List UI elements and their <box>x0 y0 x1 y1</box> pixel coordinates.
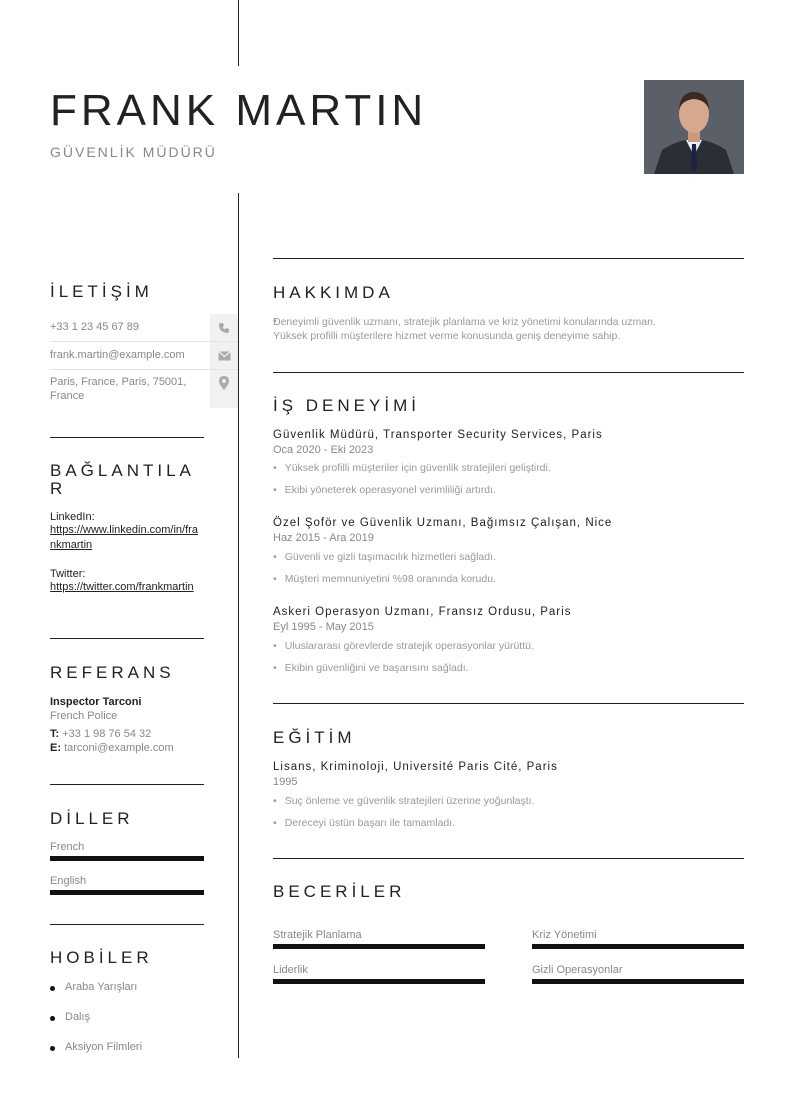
about-text-line: Deneyimli güvenlik uzmanı, stratejik planlama ve kriz yönetimi konularında uzman. <box>273 316 656 328</box>
job-bullet: • Uluslararası görevlerde stratejik operasyonlar yürüttü. <box>273 640 534 652</box>
skill-name: Liderlik <box>273 964 308 976</box>
about-heading: HAKKIMDA <box>273 283 394 302</box>
column-divider-line <box>238 193 239 1058</box>
reference-phone-line <box>50 728 151 740</box>
job-title: Güvenlik Müdürü, Transporter Security Services, Paris <box>273 429 603 441</box>
top-divider-line <box>238 0 239 66</box>
phone-icon <box>210 314 238 341</box>
profile-photo <box>644 80 744 174</box>
job-bullet: • Yüksek profilli müşteriler için güvenlik stratejileri geliştirdi. <box>273 462 551 474</box>
job-bullet: • Ekibin güvenliğini ve başarısını sağladı. <box>273 662 469 674</box>
hobbies-heading: HOBİLER <box>50 948 153 967</box>
twitter-block <box>50 568 202 595</box>
skill-level-bar <box>273 944 485 949</box>
twitter-label: Twitter: <box>50 568 86 580</box>
contact-email[interactable]: frank.martin@example.com <box>50 349 185 361</box>
portrait-image <box>644 80 744 174</box>
language-name-french: French <box>50 841 85 853</box>
job-bullet: • Güvenli ve gizli taşımacılık hizmetleri sağladı. <box>273 551 496 563</box>
reference-email-line <box>50 742 174 754</box>
links-heading: BAĞLANTILAR <box>50 461 195 498</box>
contact-phone-row <box>50 314 238 342</box>
reference-organization: French Police <box>50 710 118 722</box>
skill-level-bar <box>273 979 485 984</box>
linkedin-block <box>50 511 202 553</box>
divider <box>50 784 204 785</box>
skill-level-bar <box>532 979 744 984</box>
reference-phone-label: T: <box>50 728 60 740</box>
candidate-name: FRANK MARTIN <box>50 86 428 135</box>
language-name-english: English <box>50 875 87 887</box>
reference-name: Inspector Tarconi <box>50 696 142 708</box>
bullet-icon <box>50 986 55 991</box>
contact-phone[interactable]: +33 1 23 45 67 89 <box>50 321 139 333</box>
about-text-line: Yüksek profilli müşterilere hizmet verme konusunda geniş deneyime sahip. <box>273 330 621 342</box>
reference-phone[interactable]: +33 1 98 76 54 32 <box>62 728 152 740</box>
contact-address: Paris, France, Paris, 75001, France <box>50 376 187 402</box>
linkedin-label: LinkedIn: <box>50 511 95 523</box>
experience-heading: İŞ DENEYİMİ <box>273 396 420 415</box>
skill-name: Gizli Operasyonlar <box>532 964 623 976</box>
job-bullet: • Müşteri memnuniyetini %98 oranında korudu. <box>273 573 496 585</box>
job-date: Haz 2015 - Ara 2019 <box>273 532 374 544</box>
divider <box>50 924 204 925</box>
divider <box>50 437 204 438</box>
education-heading: EĞİTİM <box>273 728 356 747</box>
job-title: Askeri Operasyon Uzmanı, Fransız Ordusu, Paris <box>273 606 572 618</box>
location-icon <box>210 370 238 408</box>
mail-icon <box>210 342 238 369</box>
candidate-title: GÜVENLİK MÜDÜRÜ <box>50 144 217 160</box>
divider <box>50 638 204 639</box>
divider <box>273 703 744 704</box>
bullet-icon <box>50 1046 55 1051</box>
education-degree: Lisans, Kriminoloji, Université Paris Cité, Paris <box>273 761 558 773</box>
education-bullet: • Dereceyi üstün başarı ile tamamladı. <box>273 817 455 829</box>
about-text-block <box>273 315 744 343</box>
language-level-bar-english <box>50 890 204 895</box>
linkedin-link[interactable]: https://www.linkedin.com/in/frankmartin <box>50 524 198 551</box>
skill-level-bar <box>532 944 744 949</box>
hobby-item: Dalış <box>65 1011 91 1023</box>
education-year: 1995 <box>273 776 298 788</box>
job-bullet: • Ekibi yöneterek operasyonel verimliliği artırdı. <box>273 484 496 496</box>
contact-heading: İLETİŞİM <box>50 282 153 301</box>
hobby-item: Aksiyon Filmleri <box>65 1041 143 1053</box>
skill-name: Stratejik Planlama <box>273 929 362 941</box>
reference-email[interactable]: tarconi@example.com <box>64 742 174 754</box>
divider <box>273 372 744 373</box>
skills-heading: BECERİLER <box>273 882 406 901</box>
language-level-bar-french <box>50 856 204 861</box>
job-title: Özel Şoför ve Güvenlik Uzmanı, Bağımsız Çalışan, Nice <box>273 517 613 529</box>
skill-name: Kriz Yönetimi <box>532 929 597 941</box>
bullet-icon <box>50 1016 55 1021</box>
hobby-item: Araba Yarışları <box>65 981 138 993</box>
divider <box>273 258 744 259</box>
contact-email-row <box>50 342 238 370</box>
job-date: Oca 2020 - Eki 2023 <box>273 444 374 456</box>
references-heading: REFERANS <box>50 663 175 682</box>
contact-address-row <box>50 370 238 408</box>
divider <box>273 858 744 859</box>
education-bullet: • Suç önleme ve güvenlik stratejileri üzerine yoğunlaştı. <box>273 795 534 807</box>
reference-email-label: E: <box>50 742 61 754</box>
twitter-link[interactable]: https://twitter.com/frankmartin <box>50 581 194 593</box>
job-date: Eyl 1995 - May 2015 <box>273 621 374 633</box>
languages-heading: DİLLER <box>50 809 134 828</box>
